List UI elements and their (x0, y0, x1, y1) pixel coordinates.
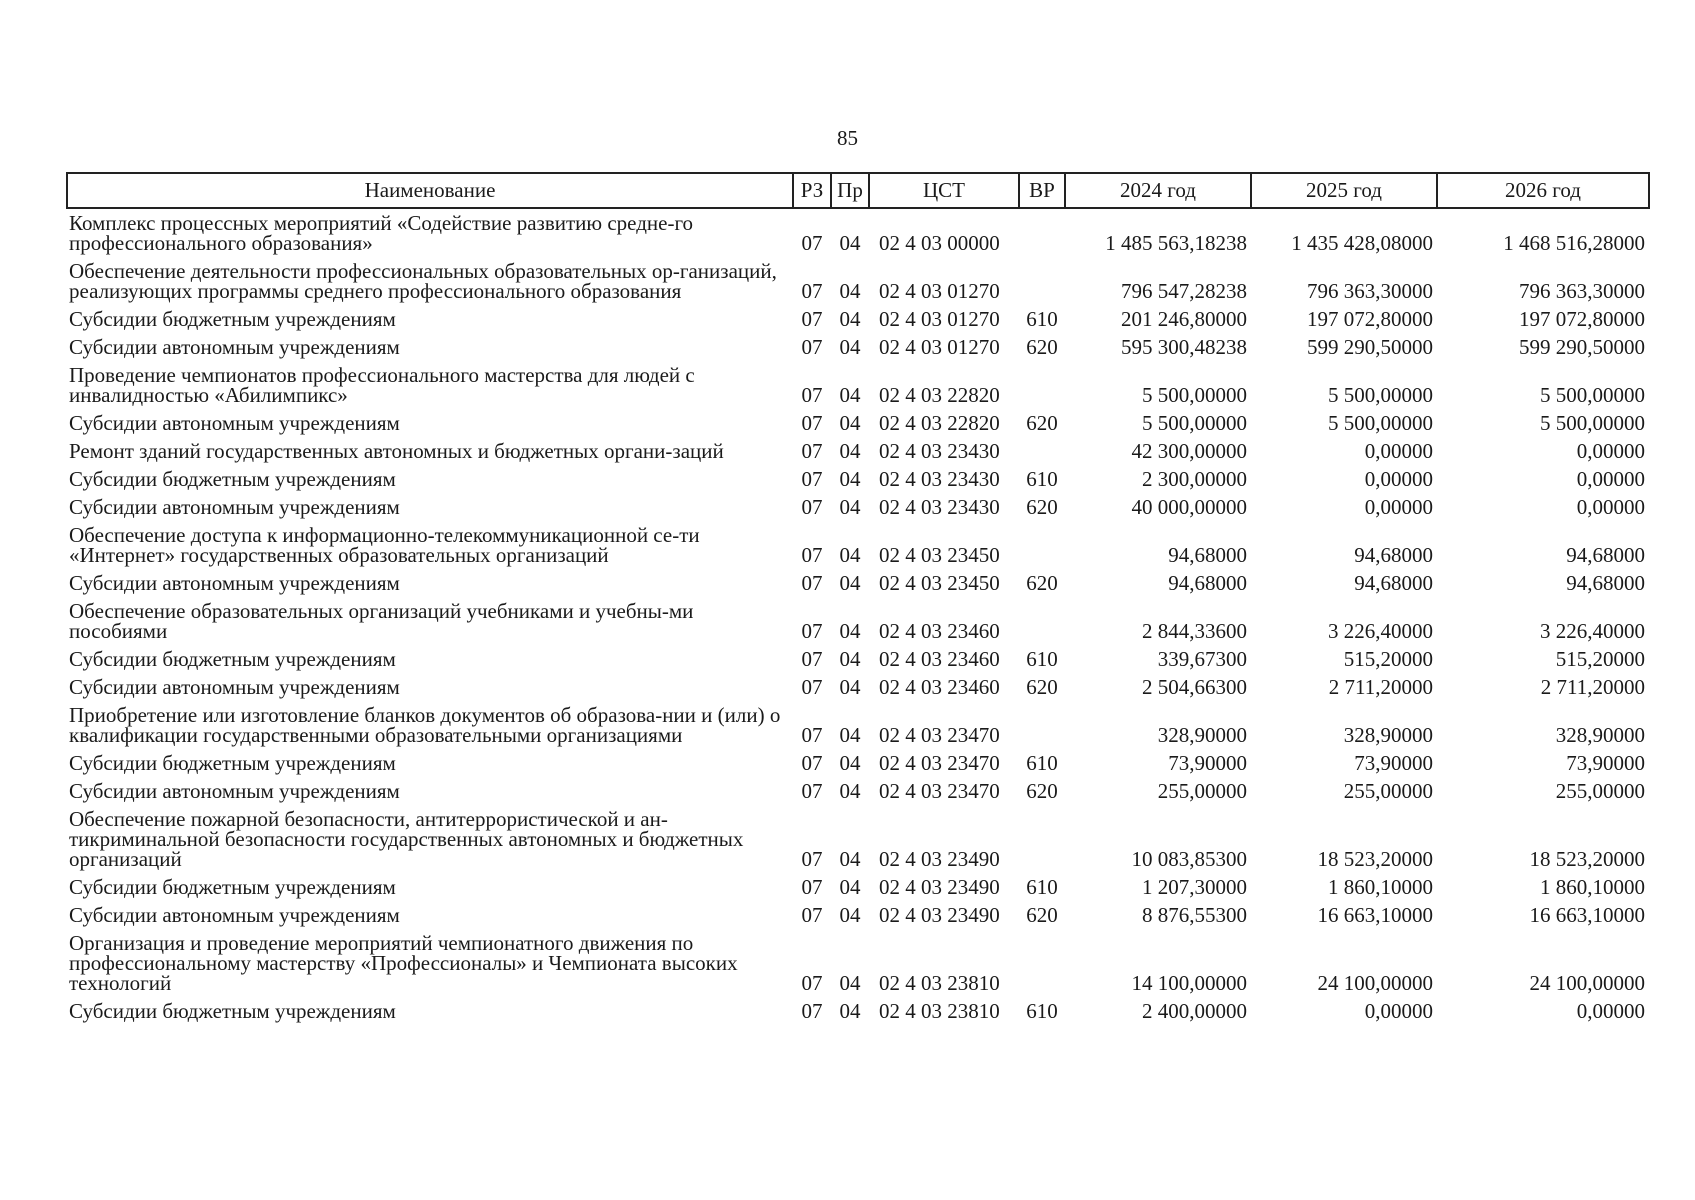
cell-rz: 07 (801, 279, 823, 303)
cell-name: Обеспечение образовательных организаций учебниками и учебны-ми пособиями (69, 599, 694, 643)
budget-table (66, 172, 1650, 1025)
cell-vr: 620 (1026, 495, 1058, 519)
cell-name: Обеспечение пожарной безопасности, антитеррористической и ан-тикриминальной безопасности государственных автономных и бюджетных организаций (69, 807, 744, 871)
cell-rz: 07 (801, 999, 823, 1023)
cell-y2026: 328,90000 (1555, 723, 1645, 747)
cell-vr (1019, 208, 1065, 257)
cell-rz: 07 (801, 335, 823, 359)
header-cst: ЦСТ (869, 173, 1019, 208)
cell-y2025: 197 072,80000 (1307, 307, 1433, 331)
cell-rz: 07 (801, 467, 823, 491)
cell-name: Ремонт зданий государственных автономных и бюджетных органи-заций (69, 439, 724, 463)
cell-y2024: 73,90000 (1168, 751, 1247, 775)
cell-name: Субсидии автономным учреждениям (69, 411, 400, 435)
cell-vr (1019, 701, 1065, 749)
cell-name: Проведение чемпионатов профессионального мастерства для людей с инвалидностью «Абилимпикс» (69, 363, 695, 407)
cell-y2025: 73,90000 (1354, 751, 1433, 775)
cell-pr: 04 (839, 779, 861, 803)
cell-vr (1019, 361, 1065, 409)
cell-pr: 04 (839, 971, 861, 995)
cell-pr: 04 (839, 495, 861, 519)
cell-rz: 07 (801, 723, 823, 747)
cell-pr: 04 (839, 723, 861, 747)
cell-rz: 07 (801, 903, 823, 927)
cell-name: Организация и проведение мероприятий чемпионатного движения по профессиональному мастерству «Профессионалы» и Чемпионата высоких технологий (69, 931, 738, 995)
cell-pr: 04 (839, 647, 861, 671)
cell-vr: 610 (1026, 999, 1058, 1023)
cell-vr: 610 (1026, 647, 1058, 671)
cell-cst: 02 4 03 23810 (879, 971, 1000, 995)
cell-y2024: 2 400,00000 (1142, 999, 1247, 1023)
table-row (67, 437, 1649, 465)
header-vr: ВР (1019, 173, 1065, 208)
cell-y2026: 0,00000 (1576, 467, 1645, 491)
cell-pr: 04 (839, 751, 861, 775)
cell-cst: 02 4 03 23450 (879, 571, 1000, 595)
table-row (67, 361, 1649, 409)
cell-y2026: 796 363,30000 (1519, 279, 1645, 303)
cell-rz: 07 (801, 411, 823, 435)
cell-y2025: 16 663,10000 (1317, 903, 1433, 927)
cell-y2025: 599 290,50000 (1307, 335, 1433, 359)
cell-y2025: 515,20000 (1343, 647, 1433, 671)
cell-y2024: 8 876,55300 (1142, 903, 1247, 927)
cell-rz: 07 (801, 971, 823, 995)
table-row (67, 673, 1649, 701)
cell-pr: 04 (839, 335, 861, 359)
cell-y2026: 2 711,20000 (1540, 675, 1645, 699)
cell-y2026: 0,00000 (1576, 439, 1645, 463)
header-rz: РЗ (793, 173, 831, 208)
cell-y2025: 328,90000 (1343, 723, 1433, 747)
header-2024: 2024 год (1065, 173, 1251, 208)
cell-vr: 620 (1026, 571, 1058, 595)
cell-y2026: 599 290,50000 (1519, 335, 1645, 359)
cell-name: Субсидии автономным учреждениям (69, 675, 400, 699)
cell-y2024: 2 300,00000 (1142, 467, 1247, 491)
cell-pr: 04 (839, 383, 861, 407)
cell-pr: 04 (839, 903, 861, 927)
cell-rz: 07 (801, 875, 823, 899)
cell-name: Субсидии бюджетным учреждениям (69, 875, 396, 899)
cell-y2026: 73,90000 (1566, 751, 1645, 775)
cell-y2025: 796 363,30000 (1307, 279, 1433, 303)
cell-y2026: 0,00000 (1576, 495, 1645, 519)
cell-rz: 07 (801, 619, 823, 643)
cell-y2024: 2 504,66300 (1142, 675, 1247, 699)
cell-pr: 04 (839, 875, 861, 899)
cell-name: Субсидии автономным учреждениям (69, 571, 400, 595)
table-row (67, 569, 1649, 597)
table-row (67, 333, 1649, 361)
cell-rz: 07 (801, 439, 823, 463)
cell-name: Комплекс процессных мероприятий «Содействие развитию средне-го профессионального образования» (69, 211, 694, 255)
cell-y2025: 18 523,20000 (1317, 847, 1433, 871)
cell-y2026: 1 860,10000 (1540, 875, 1645, 899)
cell-y2026: 94,68000 (1566, 543, 1645, 567)
table-row (67, 749, 1649, 777)
cell-y2026: 3 226,40000 (1540, 619, 1645, 643)
table-row (67, 805, 1649, 873)
cell-vr: 620 (1026, 779, 1058, 803)
cell-y2025: 24 100,00000 (1317, 971, 1433, 995)
cell-cst: 02 4 03 00000 (879, 231, 1000, 255)
table-row (67, 701, 1649, 749)
cell-y2025: 0,00000 (1364, 439, 1433, 463)
cell-name: Субсидии автономным учреждениям (69, 335, 400, 359)
cell-y2026: 5 500,00000 (1540, 383, 1645, 407)
cell-cst: 02 4 03 23430 (879, 495, 1000, 519)
table-row (67, 929, 1649, 997)
table-row (67, 257, 1649, 305)
cell-rz: 07 (801, 543, 823, 567)
cell-pr: 04 (839, 411, 861, 435)
table-body (67, 208, 1649, 1025)
header-2025: 2025 год (1251, 173, 1437, 208)
cell-y2024: 796 547,28238 (1121, 279, 1247, 303)
cell-cst: 02 4 03 23810 (879, 999, 1000, 1023)
cell-name: Субсидии автономным учреждениям (69, 903, 400, 927)
cell-y2026: 18 523,20000 (1529, 847, 1645, 871)
cell-pr: 04 (839, 439, 861, 463)
header-2026: 2026 год (1437, 173, 1649, 208)
cell-y2024: 5 500,00000 (1142, 383, 1247, 407)
cell-y2025: 2 711,20000 (1328, 675, 1433, 699)
cell-vr (1019, 521, 1065, 569)
cell-cst: 02 4 03 22820 (879, 411, 1000, 435)
cell-vr: 610 (1026, 875, 1058, 899)
header-pr: Пр (831, 173, 869, 208)
cell-name: Обеспечение доступа к информационно-телекоммуникационной се-ти «Интернет» государственных образовательных организаций (69, 523, 700, 567)
cell-name: Субсидии бюджетным учреждениям (69, 751, 396, 775)
cell-vr: 610 (1026, 467, 1058, 491)
cell-y2026: 255,00000 (1555, 779, 1645, 803)
cell-y2025: 94,68000 (1354, 571, 1433, 595)
cell-y2024: 1 207,30000 (1142, 875, 1247, 899)
cell-pr: 04 (839, 543, 861, 567)
cell-cst: 02 4 03 23490 (879, 847, 1000, 871)
cell-vr (1019, 805, 1065, 873)
table-row (67, 901, 1649, 929)
cell-y2025: 0,00000 (1364, 467, 1433, 491)
cell-cst: 02 4 03 23460 (879, 647, 1000, 671)
cell-y2024: 94,68000 (1168, 571, 1247, 595)
cell-y2024: 339,67300 (1157, 647, 1247, 671)
cell-y2026: 1 468 516,28000 (1503, 231, 1645, 255)
page-number: 85 (837, 126, 858, 150)
cell-rz: 07 (801, 231, 823, 255)
cell-y2026: 0,00000 (1576, 999, 1645, 1023)
cell-rz: 07 (801, 751, 823, 775)
cell-vr (1019, 257, 1065, 305)
cell-y2026: 197 072,80000 (1519, 307, 1645, 331)
cell-cst: 02 4 03 23460 (879, 619, 1000, 643)
cell-y2025: 5 500,00000 (1328, 411, 1433, 435)
cell-y2024: 10 083,85300 (1131, 847, 1247, 871)
cell-pr: 04 (839, 279, 861, 303)
cell-pr: 04 (839, 619, 861, 643)
cell-y2025: 0,00000 (1364, 999, 1433, 1023)
cell-y2026: 515,20000 (1555, 647, 1645, 671)
table-row (67, 409, 1649, 437)
table-row (67, 777, 1649, 805)
cell-pr: 04 (839, 307, 861, 331)
cell-cst: 02 4 03 23470 (879, 723, 1000, 747)
cell-cst: 02 4 03 23470 (879, 779, 1000, 803)
cell-rz: 07 (801, 647, 823, 671)
cell-cst: 02 4 03 23430 (879, 439, 1000, 463)
cell-name: Обеспечение деятельности профессиональных образовательных ор-ганизаций, реализующих программы среднего профессионального образования (69, 259, 777, 303)
cell-cst: 02 4 03 23490 (879, 875, 1000, 899)
cell-y2024: 40 000,00000 (1131, 495, 1247, 519)
cell-vr: 620 (1026, 335, 1058, 359)
cell-vr (1019, 597, 1065, 645)
cell-y2025: 5 500,00000 (1328, 383, 1433, 407)
cell-rz: 07 (801, 495, 823, 519)
cell-vr: 610 (1026, 751, 1058, 775)
cell-cst: 02 4 03 23490 (879, 903, 1000, 927)
table-header-row (67, 173, 1649, 208)
cell-y2024: 328,90000 (1157, 723, 1247, 747)
table-row (67, 521, 1649, 569)
table-row (67, 208, 1649, 257)
cell-vr (1019, 437, 1065, 465)
cell-cst: 02 4 03 23460 (879, 675, 1000, 699)
cell-name: Субсидии бюджетным учреждениям (69, 999, 396, 1023)
table-row (67, 465, 1649, 493)
cell-vr (1019, 929, 1065, 997)
cell-rz: 07 (801, 675, 823, 699)
cell-y2026: 16 663,10000 (1529, 903, 1645, 927)
cell-rz: 07 (801, 571, 823, 595)
cell-vr: 620 (1026, 675, 1058, 699)
cell-name: Субсидии автономным учреждениям (69, 779, 400, 803)
table-row (67, 645, 1649, 673)
cell-y2024: 201 246,80000 (1121, 307, 1247, 331)
table-row (67, 997, 1649, 1025)
cell-vr: 610 (1026, 307, 1058, 331)
cell-cst: 02 4 03 23450 (879, 543, 1000, 567)
cell-y2024: 14 100,00000 (1131, 971, 1247, 995)
cell-y2024: 595 300,48238 (1121, 335, 1247, 359)
table-row (67, 597, 1649, 645)
cell-rz: 07 (801, 779, 823, 803)
cell-y2025: 1 860,10000 (1328, 875, 1433, 899)
table-row (67, 305, 1649, 333)
cell-pr: 04 (839, 231, 861, 255)
cell-rz: 07 (801, 383, 823, 407)
cell-vr: 620 (1026, 411, 1058, 435)
cell-y2024: 255,00000 (1157, 779, 1247, 803)
cell-cst: 02 4 03 01270 (879, 279, 1000, 303)
cell-y2024: 2 844,33600 (1142, 619, 1247, 643)
cell-cst: 02 4 03 23470 (879, 751, 1000, 775)
cell-pr: 04 (839, 999, 861, 1023)
table-row (67, 493, 1649, 521)
cell-y2025: 1 435 428,08000 (1291, 231, 1433, 255)
cell-y2024: 94,68000 (1168, 543, 1247, 567)
cell-cst: 02 4 03 01270 (879, 307, 1000, 331)
cell-name: Субсидии бюджетным учреждениям (69, 647, 396, 671)
cell-vr: 620 (1026, 903, 1058, 927)
cell-pr: 04 (839, 847, 861, 871)
cell-y2025: 94,68000 (1354, 543, 1433, 567)
cell-name: Приобретение или изготовление бланков документов об образова-нии и (или) о квалификации государственными образовательными организациями (69, 703, 781, 747)
cell-cst: 02 4 03 22820 (879, 383, 1000, 407)
cell-y2024: 42 300,00000 (1131, 439, 1247, 463)
cell-y2024: 1 485 563,18238 (1105, 231, 1247, 255)
cell-y2025: 0,00000 (1364, 495, 1433, 519)
header-name: Наименование (67, 173, 793, 208)
cell-y2025: 255,00000 (1343, 779, 1433, 803)
cell-cst: 02 4 03 01270 (879, 335, 1000, 359)
cell-pr: 04 (839, 675, 861, 699)
cell-name: Субсидии бюджетным учреждениям (69, 307, 396, 331)
cell-rz: 07 (801, 847, 823, 871)
cell-y2025: 3 226,40000 (1328, 619, 1433, 643)
cell-y2026: 24 100,00000 (1529, 971, 1645, 995)
cell-rz: 07 (801, 307, 823, 331)
cell-name: Субсидии автономным учреждениям (69, 495, 400, 519)
cell-y2026: 94,68000 (1566, 571, 1645, 595)
cell-y2026: 5 500,00000 (1540, 411, 1645, 435)
cell-name: Субсидии бюджетным учреждениям (69, 467, 396, 491)
cell-y2024: 5 500,00000 (1142, 411, 1247, 435)
table-row (67, 873, 1649, 901)
cell-cst: 02 4 03 23430 (879, 467, 1000, 491)
cell-pr: 04 (839, 571, 861, 595)
cell-pr: 04 (839, 467, 861, 491)
